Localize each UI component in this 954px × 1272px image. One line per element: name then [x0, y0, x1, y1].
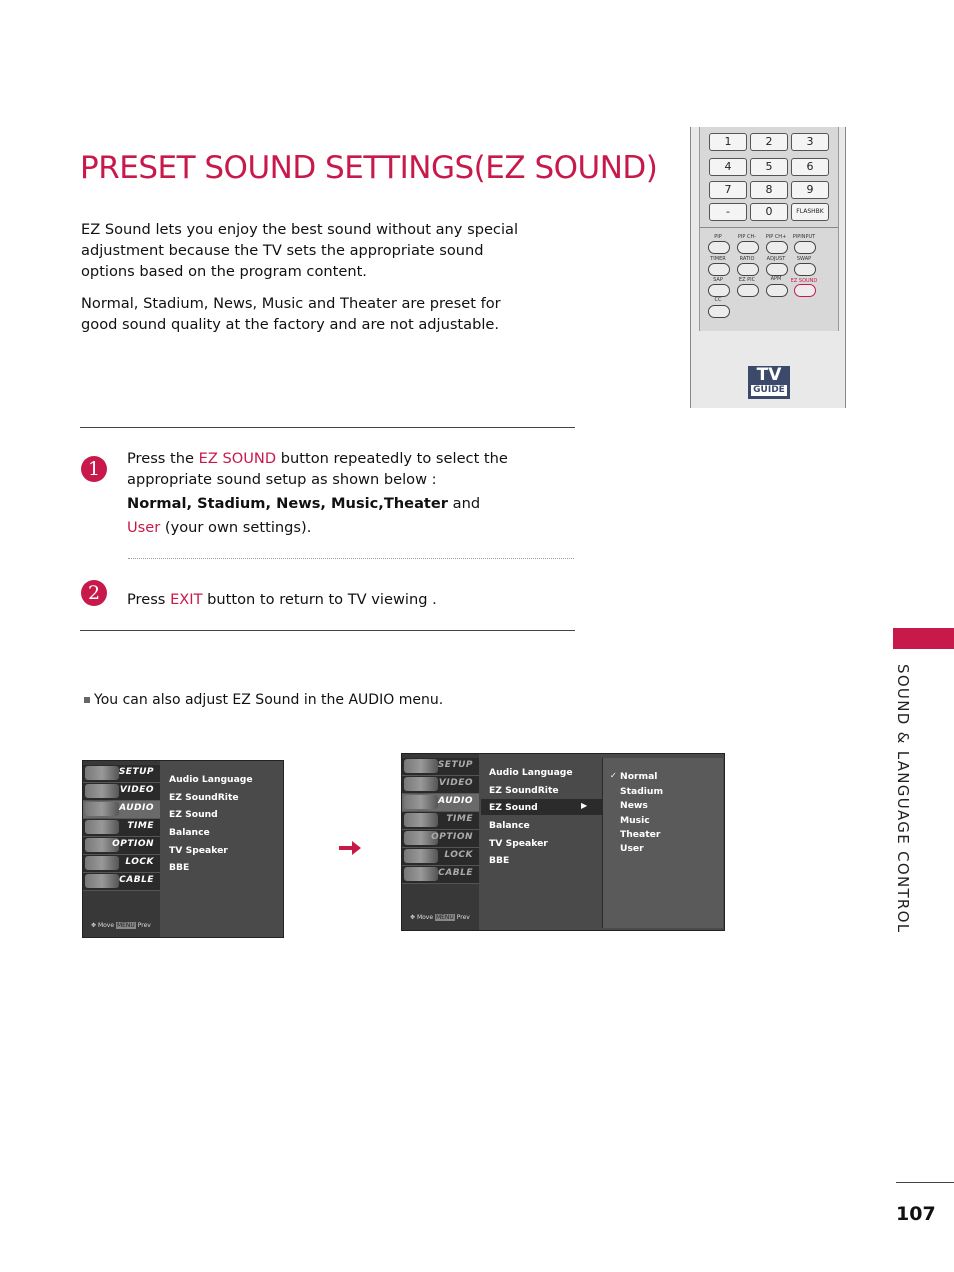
bullet-square-icon	[84, 697, 90, 703]
remote-key-6: 6	[791, 158, 829, 176]
steps-divider	[128, 558, 574, 559]
remote-pip-ch-plus-button	[766, 241, 788, 254]
check-icon: ✓	[610, 771, 617, 780]
move-icon: ✥	[91, 922, 97, 929]
remote-key-5: 5	[750, 158, 788, 176]
steps-bottom-rule	[80, 630, 575, 631]
user-option-label: User	[127, 519, 161, 536]
remote-control-illustration	[690, 127, 846, 408]
menu-item-tv-speaker: TV Speaker	[489, 838, 548, 849]
move-icon: ✥	[410, 914, 416, 921]
remote-ez-sound-button	[794, 284, 816, 297]
option-music: Music	[620, 815, 650, 826]
menu-tab-lock: LOCK	[402, 848, 479, 866]
remote-key-4: 4	[709, 158, 747, 176]
page-title: PRESET SOUND SETTINGS(EZ SOUND)	[80, 150, 658, 186]
remote-ratio-button	[737, 263, 759, 276]
menu-tab-video: VIDEO	[402, 776, 479, 794]
option-theater: Theater	[620, 829, 661, 840]
remote-adjust-button	[766, 263, 788, 276]
remote-key-2: 2	[750, 133, 788, 151]
menu-item-audio-language: Audio Language	[169, 774, 253, 785]
menu-tab-lock: LOCK	[83, 855, 160, 873]
menu-tab-column	[402, 754, 479, 930]
remote-label-ez-pic: EZ PIC	[738, 277, 756, 283]
option-normal: Normal	[620, 771, 658, 782]
intro-paragraph-2: Normal, Stadium, News, Music and Theater are preset for good sound quality at the factory and are not adjustable.	[81, 295, 501, 333]
right-arrow-icon	[338, 838, 362, 858]
menu-footer: ✥ Move MENU Prev	[91, 922, 151, 929]
intro-paragraph-1: EZ Sound lets you enjoy the best sound without any special adjustment because the TV sets the appropriate sound options based on the program content.	[81, 221, 519, 280]
menu-tab-time: TIME	[83, 819, 160, 837]
menu-tab-audio: AUDIO	[83, 801, 160, 819]
step-1-badge: 1	[81, 456, 107, 482]
menu-item-bbe: BBE	[169, 862, 190, 873]
ez-sound-key-label: EZ SOUND	[198, 450, 277, 467]
remote-key-9: 9	[791, 181, 829, 199]
remote-label-pip-ch-minus: PIP CH-	[737, 234, 757, 240]
remote-label-ez-sound: EZ SOUND	[790, 278, 818, 284]
page-number-rule	[896, 1182, 954, 1183]
menu-footer: ✥ Move MENU Prev	[410, 914, 470, 921]
remote-label-sap: SAP	[713, 277, 723, 283]
menu-tab-setup: SETUP	[83, 765, 160, 783]
menu-item-bbe: BBE	[489, 855, 510, 866]
remote-label-pipinput: PIPINPUT	[792, 234, 816, 240]
exit-key-label: EXIT	[170, 591, 203, 608]
section-side-label: SOUND & LANGUAGE CONTROL	[894, 664, 912, 934]
menu-tab-option: OPTION	[402, 830, 479, 848]
remote-label-pip: PIP	[714, 234, 722, 240]
audio-menu-screen	[82, 760, 284, 938]
remote-label-swap: SWAP	[796, 256, 812, 262]
remote-key-0: 0	[750, 203, 788, 221]
menu-tab-time: TIME	[402, 812, 479, 830]
step-1-user: User (your own settings).	[127, 519, 312, 536]
remote-apm-button	[766, 284, 788, 297]
remote-label-cc: CC	[714, 297, 722, 303]
option-news: News	[620, 800, 648, 811]
remote-ez-pic-button	[737, 284, 759, 297]
remote-label-timer: TIMER	[710, 256, 726, 262]
ez-sound-menu-screen	[401, 753, 725, 931]
menu-item-balance: Balance	[169, 827, 210, 838]
menu-item-balance: Balance	[489, 820, 530, 831]
page-number: 107	[896, 1203, 936, 1225]
remote-key-8: 8	[750, 181, 788, 199]
remote-label-ratio: RATIO	[739, 256, 755, 262]
remote-sap-button	[708, 284, 730, 297]
menu-tab-video: VIDEO	[83, 783, 160, 801]
menu-tab-cable: CABLE	[402, 866, 479, 884]
remote-keypad-area	[699, 127, 839, 331]
remote-timer-button	[708, 263, 730, 276]
menu-item-tv-speaker: TV Speaker	[169, 845, 228, 856]
remote-pip-ch-minus-button	[737, 241, 759, 254]
menu-tab-audio: AUDIO	[402, 794, 479, 812]
menu-tab-option: OPTION	[83, 837, 160, 855]
remote-label-pip-ch-plus: PIP CH+	[765, 234, 787, 240]
step-1-text: Press the EZ SOUND button repeatedly to select the appropriate sound setup as shown below :	[127, 450, 508, 488]
steps-top-rule	[80, 427, 575, 428]
option-stadium: Stadium	[620, 786, 664, 797]
menu-item-audio-language: Audio Language	[489, 767, 573, 778]
remote-label-apm: APM	[770, 276, 782, 282]
remote-cc-button	[708, 305, 730, 318]
remote-key-flashbk: FLASHBK	[791, 203, 829, 221]
menu-tab-setup: SETUP	[402, 758, 479, 776]
remote-label-adjust: ADJUST	[766, 256, 786, 262]
audio-menu-note: You can also adjust EZ Sound in the AUDIO menu.	[84, 692, 443, 708]
menu-tab-cable: CABLE	[83, 873, 160, 891]
remote-key-1: 1	[709, 133, 747, 151]
menu-tab-column	[83, 761, 160, 937]
menu-item-ez-soundrite: EZ SoundRite	[489, 785, 559, 796]
submenu-arrow-icon: ▶	[581, 801, 588, 810]
remote-key-7: 7	[709, 181, 747, 199]
remote-key-dash: -	[709, 203, 747, 221]
remote-pipinput-button	[794, 241, 816, 254]
remote-swap-button	[794, 263, 816, 276]
tv-guide-logo: TV GUIDE	[748, 366, 790, 399]
menu-item-ez-sound: EZ Sound	[169, 809, 218, 820]
remote-key-3: 3	[791, 133, 829, 151]
step-1-options: Normal, Stadium, News, Music,Theater and	[127, 495, 481, 512]
step-2-text: Press EXIT button to return to TV viewing .	[127, 591, 437, 608]
remote-pip-button	[708, 241, 730, 254]
option-user: User	[620, 843, 644, 854]
section-tab	[893, 628, 954, 649]
menu-item-ez-sound: EZ Sound	[489, 802, 538, 813]
menu-item-ez-soundrite: EZ SoundRite	[169, 792, 239, 803]
step-2-badge: 2	[81, 580, 107, 606]
